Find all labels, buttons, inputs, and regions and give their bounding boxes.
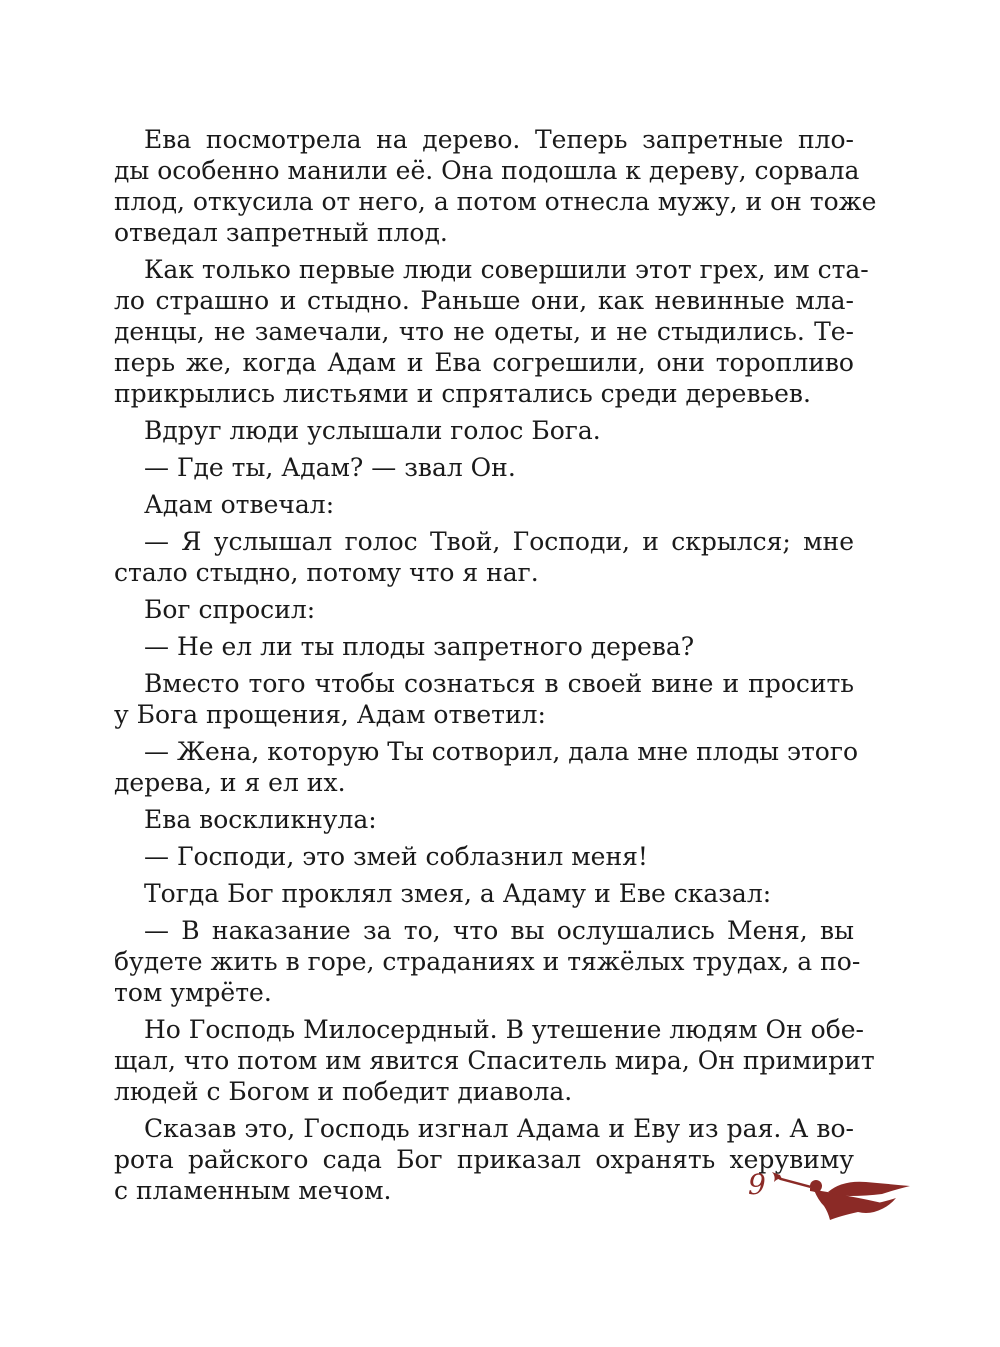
text-line: Ева посмотрела на дерево. Теперь запретные пло-: [144, 125, 854, 154]
text-line: Вместо того чтобы сознаться в своей вине и просить: [144, 669, 854, 698]
text-line: — Господи, это змей соблазнил меня!: [144, 842, 648, 871]
page-footer: [742, 1164, 912, 1224]
text-line: прикрылись листьями и спрятались среди деревьев.: [114, 379, 811, 408]
text-line: с пламенным мечом.: [114, 1176, 392, 1205]
text-line: денцы, не замечали, что не одеты, и не стыдились. Те-: [114, 317, 854, 346]
text-line: у Бога прощения, Адам ответил:: [114, 700, 546, 729]
text-line: Но Господь Милосердный. В утешение людям Он обе-: [144, 1015, 864, 1044]
angel-with-trumpet-icon: [770, 1166, 912, 1222]
text-line: стало стыдно, потому что я наг.: [114, 558, 539, 587]
text-line: дерева, и я ел их.: [114, 768, 346, 797]
text-line: — В наказание за то, что вы ослушались Меня, вы: [144, 916, 854, 945]
text-line: перь же, когда Адам и Ева согрешили, они торопливо: [114, 348, 854, 377]
text-line: — Где ты, Адам? — звал Он.: [144, 453, 516, 482]
text-line: — Жена, которую Ты сотворил, дала мне плоды этого: [144, 737, 858, 766]
text-line: будете жить в горе, страданиях и тяжёлых трудах, а по-: [114, 947, 861, 976]
text-line: Бог спросил:: [144, 595, 316, 624]
text-line: Как только первые люди совершили этот грех, им ста-: [144, 255, 869, 284]
text-line: плод, откусила от него, а потом отнесла мужу, и он тоже: [114, 187, 877, 216]
text-line: отведал запретный плод.: [114, 218, 448, 247]
text-line: Тогда Бог проклял змея, а Адаму и Еве сказал:: [144, 879, 772, 908]
text-line: ло страшно и стыдно. Раньше они, как невинные мла-: [114, 286, 854, 315]
text-line: — Я услышал голос Твой, Господи, и скрылся; мне: [144, 527, 854, 556]
text-line: Ева воскликнула:: [144, 805, 377, 834]
text-line: щал, что потом им явится Спаситель мира, Он примирит: [114, 1046, 875, 1075]
text-line: том умрёте.: [114, 978, 272, 1007]
text-line: людей с Богом и победит диавола.: [114, 1077, 573, 1106]
page-text: [114, 124, 877, 1206]
text-line: Адам отвечал:: [144, 490, 335, 519]
page-number: 9: [748, 1168, 766, 1201]
text-line: ды особенно манили её. Она подошла к дереву, сорвала: [114, 156, 860, 185]
text-line: Вдруг люди услышали голос Бога.: [144, 416, 601, 445]
text-line: — Не ел ли ты плоды запретного дерева?: [144, 632, 695, 661]
text-line: Сказав это, Господь изгнал Адама и Еву из рая. А во-: [144, 1114, 854, 1143]
text-line: рота райского сада Бог приказал охранять херувиму: [114, 1145, 854, 1174]
